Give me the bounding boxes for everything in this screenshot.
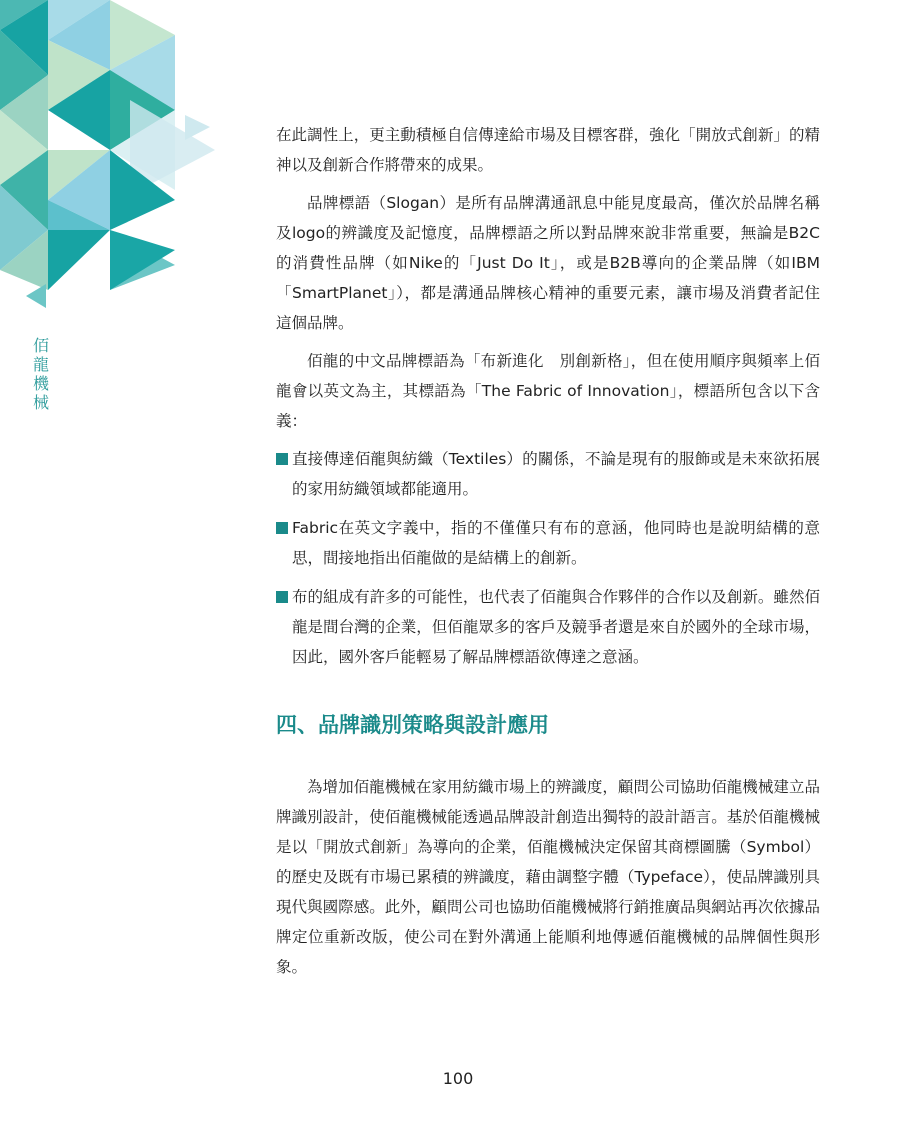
- bullet-item: [276, 582, 820, 672]
- paragraph-slogan: 品牌標語（Slogan）是所有品牌溝通訊息中能見度最高，僅次於品牌名稱及logo的辨識度及記憶度，品牌標語之所以對品牌來說非常重要，無論是B2C的消費性品牌（如Nike的「Just Do It」，或是B2B導向的企業品牌（如IBM「SmartPlanet」），都是溝通品牌核心精神的重要元素，讓市場及消費者記住這個品牌。: [276, 194, 820, 332]
- square-bullet-icon: [276, 453, 288, 465]
- bullet-item: [276, 513, 820, 573]
- bullet-text: Fabric在英文字義中，指的不僅僅只有布的意涵，他同時也是說明結構的意思，間接地指出佰龍做的是結構上的創新。: [292, 519, 820, 567]
- bullet-text: 直接傳達佰龍與紡織（Textiles）的關係，不論是現有的服飾或是未來欲拓展的家用紡織領域都能適用。: [292, 450, 820, 498]
- paragraph-intro: 在此調性上，更主動積極自信傳達給市場及目標客群，強化「開放式創新」的精神以及創新合作將帶來的成果。: [276, 126, 820, 174]
- side-label-char: 佰: [32, 336, 49, 355]
- decorative-triangle-pattern: [0, 0, 230, 320]
- bullet-text: 布的組成有許多的可能性，也代表了佰龍與合作夥伴的合作以及創新。雖然佰龍是間台灣的企業，但佰龍眾多的客戶及競爭者還是來自於國外的全球市場，因此，國外客戶能輕易了解品牌標語欲傳達之意涵。: [292, 588, 820, 666]
- square-bullet-icon: [276, 522, 288, 534]
- side-label-char: 械: [32, 393, 49, 412]
- bullet-item: [276, 444, 820, 504]
- side-label-char: 龍: [32, 355, 49, 374]
- section-heading: 四、品牌識別策略與設計應用: [276, 713, 549, 737]
- side-label-char: 機: [32, 374, 49, 393]
- main-content: [276, 120, 820, 990]
- paragraph-brand-identity: 為增加佰龍機械在家用紡織市場上的辨識度，顧問公司協助佰龍機械建立品牌識別設計，使佰龍機械能透過品牌設計創造出獨特的設計語言。基於佰龍機械是以「開放式創新」為導向的企業，佰龍機械決定保留其商標圖騰（Symbol）的歷史及既有市場已累積的辨識度，藉由調整字體（Typeface），使品牌識別具現代與國際感。此外，顧問公司也協助佰龍機械將行銷推廣品與網站再次依據品牌定位重新改版，使公司在對外溝通上能順利地傳遞佰龍機械的品牌個性與形象。: [276, 778, 820, 976]
- side-label-company: [30, 336, 52, 412]
- square-bullet-icon: [276, 591, 288, 603]
- page-number: 100: [442, 1069, 474, 1088]
- paragraph-chinese-slogan: 佰龍的中文品牌標語為「布新進化 別創新格」，但在使用順序與頻率上佰龍會以英文為主，其標語為「The Fabric of Innovation」，標語所包含以下含義：: [276, 352, 820, 430]
